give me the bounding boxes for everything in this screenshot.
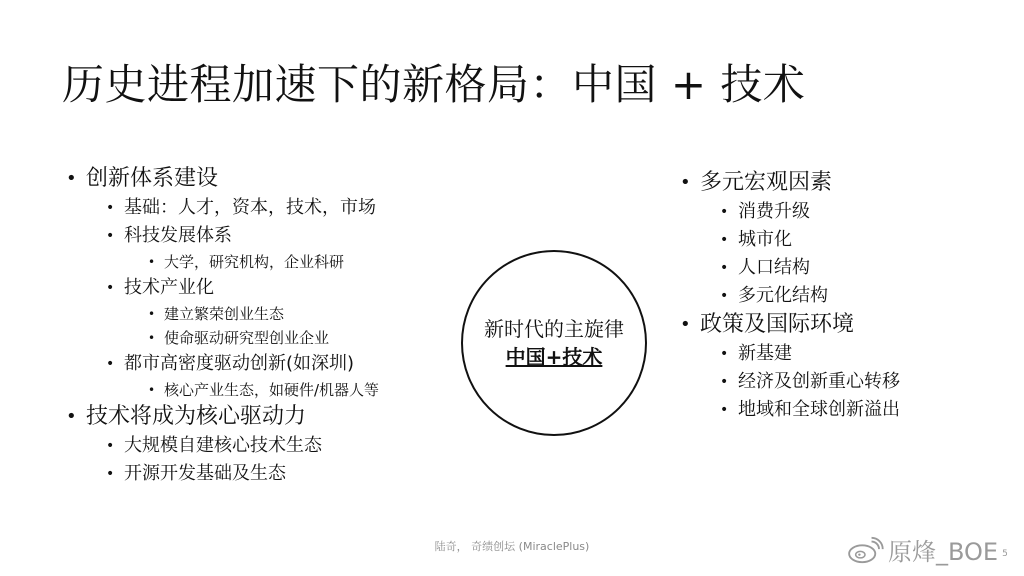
- bullet-item: • 基础：人才，资本，技术，市场: [62, 194, 482, 222]
- bullet-subitem: • 核心产业生态，如硬件/机器人等: [62, 378, 482, 402]
- bullet-dot-icon: •: [106, 438, 115, 454]
- slide-footer: 陆奇， 奇绩创坛 (MiraclePlus): [434, 540, 590, 553]
- bullet-item: • 地域和全球创新溢出: [676, 396, 1006, 424]
- bullet-dot-icon: •: [148, 255, 156, 269]
- bullet-dot-icon: •: [720, 374, 729, 390]
- circle-emphasis: 中国+技术: [505, 345, 603, 369]
- bullet-dot-icon: •: [720, 260, 729, 276]
- bullet-section-heading: • 创新体系建设: [62, 164, 482, 194]
- bullet-dot-icon: •: [148, 331, 156, 345]
- bullet-dot-icon: •: [106, 466, 115, 482]
- bullet-item: • 都市高密度驱动创新(如深圳): [62, 350, 482, 378]
- bullet-dot-icon: •: [720, 204, 729, 220]
- bullet-subitem: • 使命驱动研究型创业企业: [62, 326, 482, 350]
- page-number: 5: [1002, 549, 1008, 559]
- bullet-item: • 多元化结构: [676, 282, 1006, 310]
- bullet-dot-icon: •: [148, 307, 156, 321]
- bullet-dot-icon: •: [66, 168, 77, 189]
- bullet-dot-icon: •: [148, 383, 156, 397]
- bullet-section-heading: • 技术将成为核心驱动力: [62, 402, 482, 432]
- bullet-section-heading: • 多元宏观因素: [676, 168, 1006, 198]
- circle-caption: 新时代的主旋律: [484, 317, 624, 341]
- bullet-dot-icon: •: [680, 172, 691, 193]
- bullet-item: • 经济及创新重心转移: [676, 368, 1006, 396]
- bullet-item: • 科技发展体系: [62, 222, 482, 250]
- weibo-logo-icon: [846, 536, 884, 564]
- bullet-item: • 开源开发基础及生态: [62, 460, 482, 488]
- right-bullet-column: [676, 168, 1006, 424]
- bullet-dot-icon: •: [720, 288, 729, 304]
- bullet-dot-icon: •: [106, 280, 115, 296]
- bullet-section-heading: • 政策及国际环境: [676, 310, 1006, 340]
- bullet-item: • 人口结构: [676, 254, 1006, 282]
- bullet-item: • 大规模自建核心技术生态: [62, 432, 482, 460]
- bullet-subitem: • 建立繁荣创业生态: [62, 302, 482, 326]
- bullet-dot-icon: •: [106, 356, 115, 372]
- bullet-item: • 城市化: [676, 226, 1006, 254]
- bullet-dot-icon: •: [720, 402, 729, 418]
- watermark-text: 原烽_BOE: [888, 538, 999, 566]
- weibo-watermark: [846, 532, 1008, 567]
- bullet-item: • 技术产业化: [62, 274, 482, 302]
- bullet-dot-icon: •: [66, 406, 77, 427]
- bullet-subitem: • 大学，研究机构，企业科研: [62, 250, 482, 274]
- bullet-dot-icon: •: [680, 314, 691, 335]
- center-theme-circle: [461, 250, 647, 436]
- bullet-dot-icon: •: [106, 200, 115, 216]
- bullet-item: • 新基建: [676, 340, 1006, 368]
- bullet-dot-icon: •: [106, 228, 115, 244]
- bullet-item: • 消费升级: [676, 198, 1006, 226]
- bullet-dot-icon: •: [720, 346, 729, 362]
- bullet-dot-icon: •: [720, 232, 729, 248]
- left-bullet-column: [62, 164, 482, 488]
- slide-title: 历史进程加速下的新格局：中国 + 技术: [62, 60, 806, 109]
